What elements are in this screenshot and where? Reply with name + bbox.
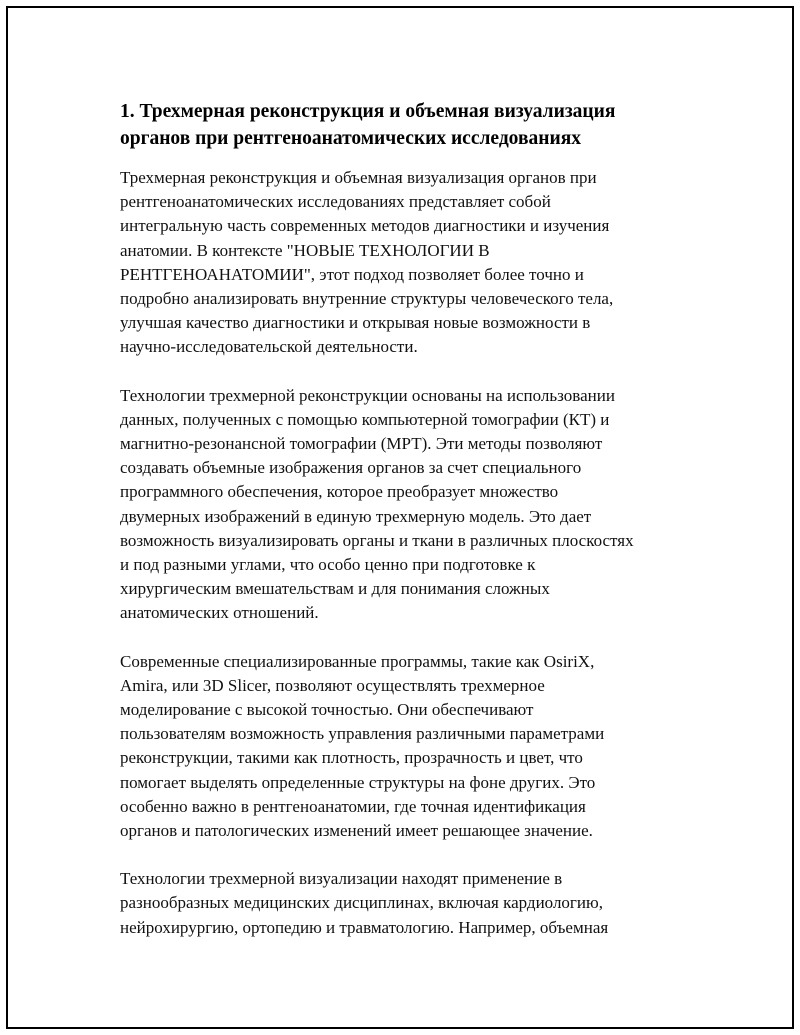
text-line: моделирование с высокой точностью. Они обеспечивают — [120, 700, 534, 720]
heading-line: органов при рентгеноанатомических исследованиях — [120, 128, 582, 149]
text-line: Современные специализированные программы, такие как OsiriX, — [120, 651, 595, 671]
text-line: улучшая качество диагностики и открывая новые возможности в — [120, 313, 591, 333]
document-body — [120, 98, 682, 964]
text-line: разнообразных медицинских дисциплинах, включая кардиологию, — [120, 893, 603, 913]
text-line: подробно анализировать внутренние структуры человеческого тела, — [120, 289, 614, 309]
text-line: данных, полученных с помощью компьютерной томографии (КТ) и — [120, 409, 610, 429]
section-heading — [120, 98, 682, 152]
text-line: магнитно-резонансной томографии (МРТ). Эти методы позволяют — [120, 434, 603, 454]
text-line: интегральную часть современных методов диагностики и изучения — [120, 216, 610, 236]
text-line: помогает выделять определенные структуры на фоне других. Это — [120, 772, 596, 792]
text-line: создавать объемные изображения органов за счет специального — [120, 458, 582, 478]
text-line: органов и патологических изменений имеет решающее значение. — [120, 821, 593, 841]
text-line: и под разными углами, что особо ценно при подготовке к — [120, 555, 536, 575]
text-line: рентгеноанатомических исследованиях представляет собой — [120, 192, 551, 212]
text-line: научно-исследовательской деятельности. — [120, 337, 418, 357]
text-line: нейрохирургию, ортопедию и травматологию. Например, объемная — [120, 917, 609, 937]
text-line: Технологии трехмерной визуализации находят применение в — [120, 869, 563, 889]
text-line: программного обеспечения, которое преобразует множество — [120, 482, 559, 502]
text-line: особенно важно в рентгеноанатомии, где точная идентификация — [120, 796, 586, 816]
heading-line: 1. Трехмерная реконструкция и объемная визуализация — [120, 101, 616, 122]
text-line: хирургическим вмешательствам и для понимания сложных — [120, 579, 550, 599]
text-line: двумерных изображений в единую трехмерную модель. Это дает — [120, 506, 592, 526]
paragraph-software — [120, 650, 682, 844]
paragraph-technologies — [120, 384, 682, 626]
text-line: Amira, или 3D Slicer, позволяют осуществлять трехмерное — [120, 675, 545, 695]
text-line: пользователям возможность управления различными параметрами — [120, 724, 605, 744]
text-line: анатомии. В контексте "НОВЫЕ ТЕХНОЛОГИИ В — [120, 240, 490, 260]
text-line: РЕНТГЕНОАНАТОМИИ", этот подход позволяет более точно и — [120, 264, 584, 284]
paragraph-applications — [120, 867, 682, 940]
text-line: Трехмерная реконструкция и объемная визуализация органов при — [120, 168, 597, 187]
paragraph-intro — [120, 166, 682, 360]
text-line: анатомических отношений. — [120, 603, 319, 623]
text-line: реконструкции, такими как плотность, прозрачность и цвет, что — [120, 748, 583, 768]
page-frame — [6, 6, 794, 1029]
text-line: возможность визуализировать органы и ткани в различных плоскостях — [120, 530, 634, 550]
text-line: Технологии трехмерной реконструкции основаны на использовании — [120, 385, 615, 405]
